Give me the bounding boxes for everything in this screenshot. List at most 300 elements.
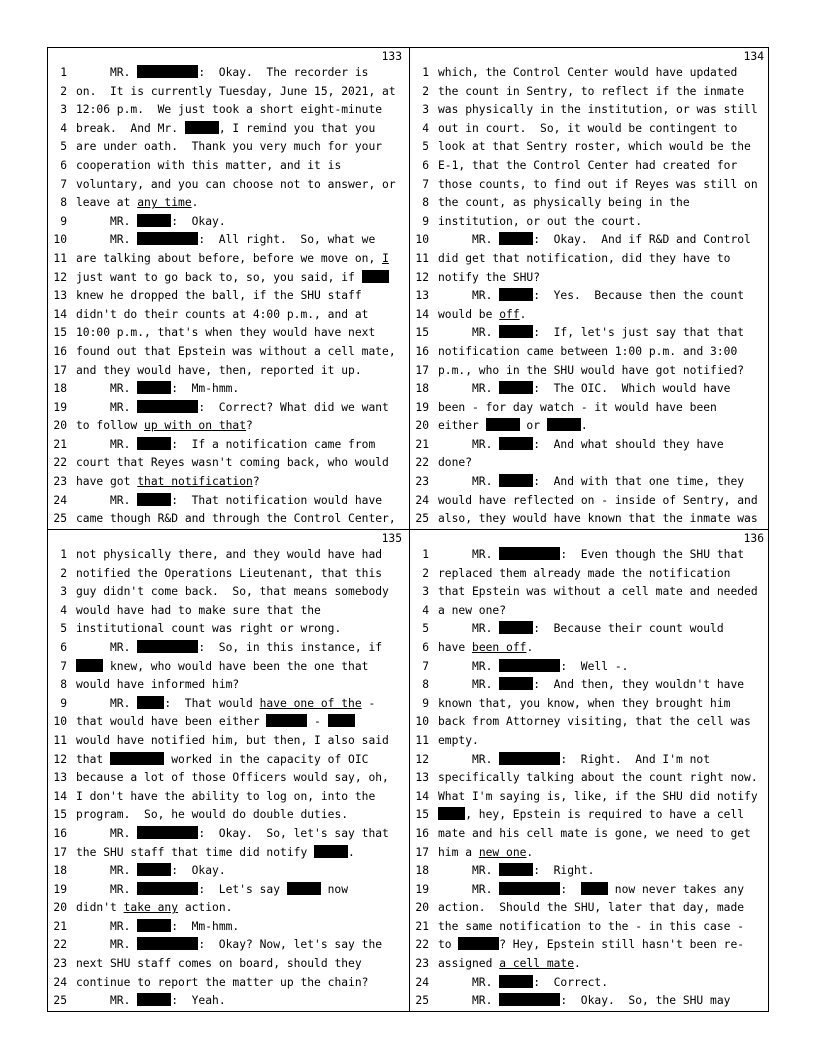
transcript-line — [410, 176, 770, 195]
line-text — [76, 992, 408, 1011]
line-number: 5 — [60, 140, 67, 154]
transcript-line — [48, 306, 408, 325]
line-number: 6 — [60, 640, 67, 654]
line-text — [438, 417, 770, 436]
line-number: 19 — [415, 400, 429, 414]
transcript-page — [48, 48, 408, 529]
text-segment: notify the SHU? — [438, 270, 541, 284]
transcript-line — [48, 695, 408, 714]
underlined-text: any time — [137, 196, 192, 210]
text-segment: the count in Sentry, to reflect if the inmate — [438, 84, 745, 98]
text-segment: program. So, he would do double duties. — [76, 808, 349, 822]
line-text — [76, 881, 408, 900]
text-segment: : And what should they have — [533, 437, 724, 451]
text-segment: : So, in this instance, if — [198, 640, 383, 654]
line-text — [76, 231, 408, 250]
line-number: 17 — [415, 845, 429, 859]
page-number: 133 — [381, 50, 402, 63]
line-number: 19 — [53, 400, 67, 414]
text-segment: are under oath. Thank you very much for your — [76, 140, 383, 154]
text-segment: What I'm saying is, like, if the SHU did notify — [438, 789, 758, 803]
text-segment: institutional count was right or wrong. — [76, 622, 342, 636]
transcript-line — [410, 583, 770, 602]
transcript-page — [410, 530, 770, 1011]
line-number: 22 — [415, 456, 429, 470]
transcript-line — [48, 83, 408, 102]
redaction-box — [137, 937, 198, 950]
line-text — [438, 936, 770, 955]
redaction-box — [499, 325, 533, 338]
text-segment: would have reflected on - inside of Sentry, and — [438, 493, 758, 507]
line-text — [76, 510, 408, 529]
text-segment: : Okay. — [171, 864, 226, 878]
text-segment: MR. — [438, 864, 500, 878]
line-number: 23 — [415, 475, 429, 489]
transcript-line — [410, 751, 770, 770]
text-segment: : Mm-hmm. — [171, 382, 240, 396]
line-text — [76, 250, 408, 269]
redaction-box — [438, 807, 465, 820]
transcript-line — [48, 713, 408, 732]
transcript-line — [410, 399, 770, 418]
text-segment: the count, as physically being in the — [438, 196, 690, 210]
text-segment: to — [438, 938, 459, 952]
line-number: 21 — [415, 919, 429, 933]
transcript-line — [410, 602, 770, 621]
line-text — [438, 844, 770, 863]
line-text — [76, 64, 408, 83]
text-segment: E-1, that the Control Center had created for — [438, 158, 738, 172]
text-segment: back from Attorney visiting, that the cell was — [438, 715, 751, 729]
text-segment: MR. — [76, 214, 138, 228]
text-segment: , I remind you that you — [218, 121, 376, 135]
text-segment: MR. — [438, 678, 500, 692]
line-text — [438, 306, 770, 325]
transcript-line — [410, 213, 770, 232]
text-segment: : All right. So, what we — [198, 233, 376, 247]
text-segment: . — [526, 845, 534, 859]
text-segment: look at that Sentry roster, which would be the — [438, 140, 751, 154]
line-text — [438, 399, 770, 418]
line-list — [410, 64, 770, 529]
text-segment: just want to go back to, so, you said, if — [76, 270, 362, 284]
text-segment: . — [526, 640, 534, 654]
redaction-box — [266, 714, 307, 727]
redaction-box — [458, 937, 499, 950]
line-number: 22 — [53, 456, 67, 470]
redaction-box — [137, 919, 171, 932]
redaction-box — [581, 882, 608, 895]
transcript-line — [48, 101, 408, 120]
text-segment: MR. — [76, 437, 138, 451]
text-segment: : Well -. — [560, 659, 629, 673]
text-segment: MR. — [76, 919, 138, 933]
transcript-line — [410, 992, 770, 1011]
transcript-line — [48, 955, 408, 974]
text-segment: been - for day watch - it would have been — [438, 400, 717, 414]
line-text — [438, 713, 770, 732]
line-number: 16 — [415, 826, 429, 840]
transcript-line — [48, 769, 408, 788]
text-segment: have got — [76, 475, 138, 489]
redaction-box — [137, 381, 171, 394]
line-text — [76, 639, 408, 658]
text-segment: cooperation with this matter, and it is — [76, 158, 342, 172]
line-number: 3 — [60, 103, 67, 117]
line-text — [438, 806, 770, 825]
line-text — [76, 213, 408, 232]
page-number: 136 — [743, 532, 764, 545]
transcript-line — [48, 881, 408, 900]
text-segment: knew he dropped the ball, if the SHU staff — [76, 289, 362, 303]
text-segment: out in court. So, it would be contingent to — [438, 121, 738, 135]
redaction-box — [185, 121, 219, 134]
transcript-line — [410, 250, 770, 269]
text-segment: him a — [438, 845, 479, 859]
line-number: 18 — [415, 864, 429, 878]
text-segment: because a lot of those Officers would say, oh, — [76, 771, 389, 785]
line-text — [438, 269, 770, 288]
text-segment: would have had to make sure that the — [76, 603, 321, 617]
text-segment: : Okay? Now, let's say the — [198, 938, 383, 952]
transcript-line — [410, 825, 770, 844]
transcript-line — [48, 473, 408, 492]
text-segment: : — [560, 882, 581, 896]
line-text — [76, 583, 408, 602]
line-number: 21 — [415, 437, 429, 451]
line-number: 25 — [53, 994, 67, 1008]
line-text — [438, 454, 770, 473]
line-text — [76, 695, 408, 714]
text-segment: that would have been either — [76, 715, 267, 729]
line-text — [76, 974, 408, 993]
text-segment: came though R&D and through the Control Center, — [76, 512, 396, 526]
line-number: 12 — [53, 270, 67, 284]
transcript-line — [410, 546, 770, 565]
transcript-line — [410, 306, 770, 325]
text-segment: or — [519, 419, 547, 433]
redaction-box — [499, 863, 533, 876]
line-number: 2 — [422, 566, 429, 580]
line-number: 22 — [415, 938, 429, 952]
line-number: 19 — [53, 882, 67, 896]
line-text — [438, 64, 770, 83]
line-number: 12 — [415, 270, 429, 284]
line-text — [76, 602, 408, 621]
line-text — [438, 194, 770, 213]
line-number: 7 — [60, 177, 67, 191]
line-text — [438, 510, 770, 529]
text-segment: MR. — [76, 233, 138, 247]
line-number: 20 — [53, 901, 67, 915]
line-number: 24 — [53, 493, 67, 507]
transcript-line — [410, 620, 770, 639]
line-number: 12 — [415, 752, 429, 766]
transcript-line — [48, 825, 408, 844]
line-number: 19 — [415, 882, 429, 896]
transcript-line — [410, 806, 770, 825]
line-number: 17 — [415, 363, 429, 377]
transcript-line — [48, 788, 408, 807]
redaction-box — [499, 677, 533, 690]
line-text — [76, 565, 408, 584]
line-number: 7 — [422, 659, 429, 673]
line-number: 22 — [53, 938, 67, 952]
line-text — [438, 101, 770, 120]
line-text — [76, 473, 408, 492]
text-segment: : Let's say — [198, 882, 287, 896]
transcript-line — [48, 231, 408, 250]
line-text — [438, 974, 770, 993]
text-segment: known that, you know, when they brought him — [438, 696, 731, 710]
transcript-line — [410, 844, 770, 863]
redaction-box — [362, 270, 389, 283]
line-number: 5 — [422, 622, 429, 636]
text-segment: MR. — [76, 382, 138, 396]
text-segment: MR. — [76, 400, 138, 414]
text-segment: 10:00 p.m., that's when they would have next — [76, 326, 376, 340]
line-text — [76, 620, 408, 639]
text-segment: MR. — [438, 752, 500, 766]
redaction-box — [499, 993, 560, 1006]
text-segment: action. — [178, 901, 233, 915]
transcript-line — [410, 436, 770, 455]
transcript-line — [48, 64, 408, 83]
redaction-box — [499, 547, 560, 560]
line-text — [438, 120, 770, 139]
text-segment: : The OIC. Which would have — [533, 382, 731, 396]
line-text — [438, 881, 770, 900]
line-number: 15 — [53, 326, 67, 340]
line-text — [438, 825, 770, 844]
line-number: 13 — [53, 771, 67, 785]
line-number: 6 — [60, 158, 67, 172]
line-text — [76, 380, 408, 399]
line-list — [48, 64, 408, 529]
line-text — [76, 899, 408, 918]
redaction-box — [499, 621, 533, 634]
redaction-box — [547, 418, 581, 431]
redaction-box — [499, 659, 560, 672]
redaction-box — [499, 975, 533, 988]
page-number: 135 — [381, 532, 402, 545]
transcript-line — [410, 83, 770, 102]
transcript-line — [410, 64, 770, 83]
transcript-line — [410, 974, 770, 993]
text-segment: would have notified him, but then, I also said — [76, 733, 389, 747]
transcript-line — [410, 769, 770, 788]
text-segment: MR. — [76, 696, 138, 710]
transcript-line — [410, 676, 770, 695]
text-segment: done? — [438, 456, 473, 470]
transcript-line — [410, 899, 770, 918]
text-segment: and they would have, then, reported it up. — [76, 363, 362, 377]
transcript-sheet — [47, 47, 769, 1012]
line-number: 20 — [415, 901, 429, 915]
text-segment: would be — [438, 307, 500, 321]
redaction-box — [137, 214, 171, 227]
line-text — [438, 176, 770, 195]
text-segment: : Correct. — [533, 975, 609, 989]
text-segment: : Okay. So, the SHU may — [560, 994, 731, 1008]
transcript-line — [48, 492, 408, 511]
redaction-box — [499, 288, 533, 301]
line-number: 9 — [60, 214, 67, 228]
redaction-box — [137, 826, 198, 839]
text-segment: on. It is currently Tuesday, June 15, 2021, at — [76, 84, 396, 98]
transcript-line — [410, 788, 770, 807]
text-segment: : That would — [164, 696, 260, 710]
transcript-line — [410, 454, 770, 473]
transcript-line — [410, 492, 770, 511]
text-segment: : Yes. Because then the count — [533, 289, 745, 303]
line-number: 14 — [53, 789, 67, 803]
text-segment: MR. — [438, 233, 500, 247]
text-segment: either — [438, 419, 486, 433]
text-segment: did get that notification, did they have to — [438, 251, 731, 265]
text-segment: also, they would have known that the inmate was — [438, 512, 758, 526]
text-segment: now never takes any — [608, 882, 745, 896]
line-number: 21 — [53, 919, 67, 933]
transcript-line — [48, 732, 408, 751]
line-number: 18 — [53, 864, 67, 878]
line-text — [76, 343, 408, 362]
line-text — [76, 713, 408, 732]
text-segment: : Because their count would — [533, 622, 724, 636]
line-number: 9 — [422, 696, 429, 710]
line-number: 9 — [60, 696, 67, 710]
text-segment: a new one? — [438, 603, 507, 617]
line-number: 6 — [422, 640, 429, 654]
redaction-box — [499, 752, 560, 765]
underlined-text: been off — [472, 640, 527, 654]
transcript-line — [48, 362, 408, 381]
line-text — [438, 138, 770, 157]
line-number: 1 — [422, 66, 429, 79]
text-segment: MR. — [76, 493, 138, 507]
line-number: 3 — [422, 103, 429, 117]
line-text — [76, 101, 408, 120]
transcript-line — [48, 546, 408, 565]
redaction-box — [328, 714, 355, 727]
transcript-line — [48, 250, 408, 269]
line-number: 12 — [53, 752, 67, 766]
line-number: 15 — [53, 808, 67, 822]
line-number: 7 — [60, 659, 67, 673]
transcript-line — [48, 343, 408, 362]
line-text — [438, 231, 770, 250]
text-segment: : Correct? What did we want — [198, 400, 389, 414]
transcript-line — [410, 565, 770, 584]
line-number: 15 — [415, 326, 429, 340]
text-segment: worked in the capacity of OIC — [164, 752, 369, 766]
line-text — [438, 343, 770, 362]
text-segment: MR. — [438, 475, 500, 489]
transcript-line — [410, 732, 770, 751]
transcript-line — [410, 639, 770, 658]
text-segment: : Okay. And if R&D and Control — [533, 233, 751, 247]
line-text — [76, 676, 408, 695]
text-segment: MR. — [76, 826, 138, 840]
line-text — [76, 806, 408, 825]
transcript-line — [410, 138, 770, 157]
line-number: 1 — [60, 548, 67, 561]
text-segment: - — [307, 715, 328, 729]
line-number: 24 — [53, 975, 67, 989]
line-number: 20 — [53, 419, 67, 433]
line-number: 1 — [422, 548, 429, 561]
line-text — [438, 213, 770, 232]
text-segment: . — [191, 196, 199, 210]
transcript-line — [48, 417, 408, 436]
line-number: 10 — [53, 715, 67, 729]
text-segment: court that Reyes wasn't coming back, who would — [76, 456, 389, 470]
line-text — [76, 83, 408, 102]
text-segment: next SHU staff comes on board, should they — [76, 957, 362, 971]
text-segment: : Okay. The recorder is — [198, 66, 369, 79]
transcript-line — [48, 899, 408, 918]
text-segment: MR. — [438, 289, 500, 303]
text-segment: the SHU staff that time did notify — [76, 845, 315, 859]
transcript-line — [48, 620, 408, 639]
text-segment: , hey, Epstein is required to have a cell — [465, 808, 745, 822]
line-text — [438, 732, 770, 751]
underlined-text: off — [499, 307, 520, 321]
line-number: 25 — [415, 512, 429, 526]
text-segment: break. And Mr. — [76, 121, 185, 135]
redaction-box — [499, 882, 560, 895]
redaction-box — [137, 640, 198, 653]
transcript-line — [410, 417, 770, 436]
line-text — [76, 936, 408, 955]
line-number: 8 — [60, 196, 67, 210]
line-text — [76, 362, 408, 381]
transcript-line — [410, 936, 770, 955]
transcript-line — [48, 918, 408, 937]
line-text — [76, 492, 408, 511]
transcript-line — [48, 380, 408, 399]
line-number: 13 — [415, 289, 429, 303]
line-number: 3 — [60, 585, 67, 599]
text-segment: : Okay. — [171, 214, 226, 228]
transcript-line — [48, 436, 408, 455]
transcript-line — [48, 936, 408, 955]
text-segment: MR. — [438, 622, 500, 636]
line-number: 18 — [53, 382, 67, 396]
line-text — [438, 583, 770, 602]
text-segment: empty. — [438, 733, 479, 747]
line-number: 9 — [422, 214, 429, 228]
transcript-line — [48, 287, 408, 306]
text-segment: didn't — [76, 901, 124, 915]
text-segment: : And with that one time, they — [533, 475, 745, 489]
line-number: 5 — [60, 622, 67, 636]
text-segment: leave at — [76, 196, 138, 210]
line-text — [76, 844, 408, 863]
text-segment: the same notification to the - in this case - — [438, 919, 745, 933]
transcript-page — [48, 530, 408, 1011]
line-number: 16 — [415, 344, 429, 358]
text-segment: MR. — [438, 975, 500, 989]
text-segment: MR. — [438, 548, 500, 561]
text-segment: found out that Epstein was without a cell mate, — [76, 344, 396, 358]
line-text — [438, 362, 770, 381]
line-number: 25 — [53, 512, 67, 526]
line-number: 10 — [415, 715, 429, 729]
line-text — [438, 324, 770, 343]
page-number: 134 — [743, 50, 764, 63]
line-number: 23 — [53, 957, 67, 971]
